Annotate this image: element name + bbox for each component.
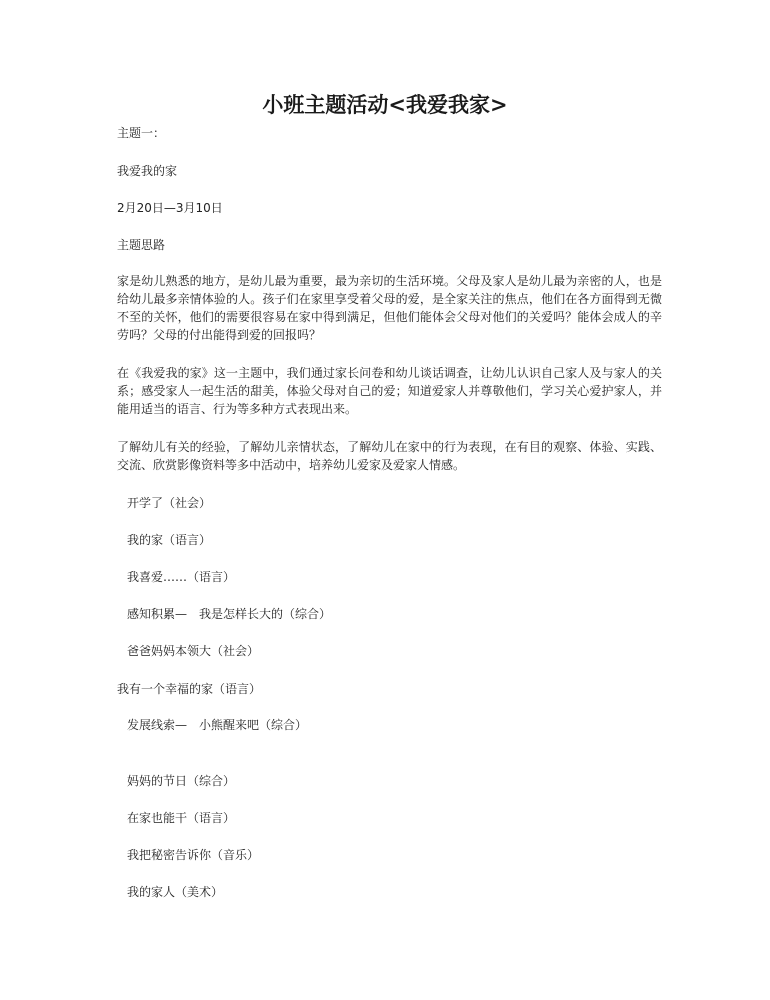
activity-item: 妈妈的节日（综合） [127,774,236,788]
activity-item: 发展线索— 小熊醒来吧（综合） [127,718,308,732]
activity-item: 开学了（社会） [127,496,212,510]
activity-item: 感知积累— 我是怎样长大的（综合） [127,607,332,621]
paragraph-intro: 家是幼儿熟悉的地方，是幼儿最为重要，最为亲切的生活环境。父母及家人是幼儿最为亲密的人，也是给幼儿最多亲情体验的人。孩子们在家里享受着父母的爱，是全家关注的焦点，他们在各方面得到无微不至的关怀，他们的需要很容易在家中得到满足，但他们能体会父母对他们的关爱吗？能体会成人的辛劳吗？父母的付出能得到爱的回报吗？ [117,274,662,342]
paragraph-approach: 了解幼儿有关的经验，了解幼儿亲情状态，了解幼儿在家中的行为表现，在有目的观察、体验、实践、交流、欣赏影像资料等多中活动中，培养幼儿爱家及爱家人情感。 [117,440,662,472]
activity-item: 在家也能干（语言） [127,811,236,825]
activity-item: 爸爸妈妈本领大（社会） [127,644,260,658]
document-title: 小班主题活动<我爱我家> [262,92,508,117]
section-heading: 主题思路 [117,238,166,252]
activity-item: 我的家人（美术） [127,885,224,899]
theme-name: 我爱我的家 [117,164,178,178]
theme-label: 主题一： [117,126,166,140]
activity-item: 我有一个幸福的家（语言） [117,682,262,696]
activity-item: 我把秘密告诉你（音乐） [127,848,260,862]
activity-item: 我的家（语言） [127,533,212,547]
activity-item: 我喜爱……（语言） [127,570,236,584]
date-range: 2月20日—3月10日 [117,201,223,215]
paragraph-theme-goals: 在《我爱我的家》这一主题中，我们通过家长问卷和幼儿谈话调查，让幼儿认识自己家人及与家人的关系；感受家人一起生活的甜美，体验父母对自己的爱；知道爱家人并尊敬他们，学习关心爱护家人，并能用适当的语言、行为等多种方式表现出来。 [117,366,662,416]
